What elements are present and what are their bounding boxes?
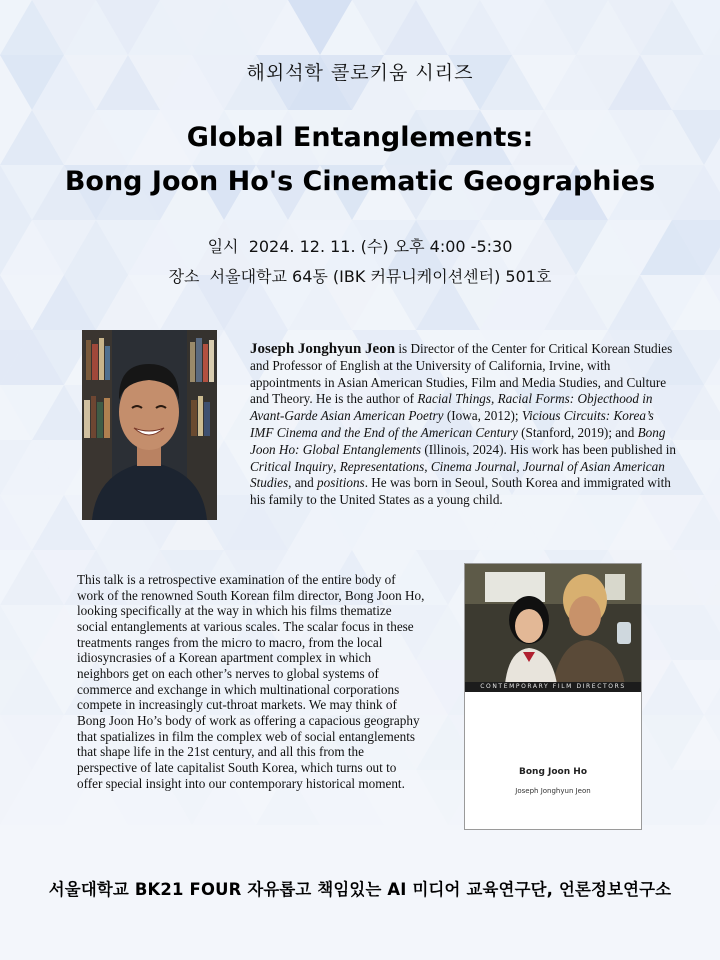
book-title: Bong Joon Ho	[519, 767, 587, 777]
bio-text-4: (Illinois, 2024). His work has been published in	[421, 441, 676, 457]
place-value: 서울대학교 64동 (IBK 커뮤니케이션센터) 501호	[209, 267, 552, 286]
talk-title	[0, 116, 720, 204]
bio-journal-3: Cinema Journal	[430, 458, 517, 474]
speaker-photo	[82, 330, 217, 520]
bio-journal-1: Critical Inquiry	[250, 458, 334, 474]
bio-text-1: is Director of the Center for Critical Korean Studies and Professor of English at the University of California, Irvine, with appointments in Asian American Studies, Film and Media Studies, and Culture and Theory. He is the author of	[250, 341, 673, 407]
bio-sep-2: ,	[424, 458, 431, 474]
book-author: Joseph Jonghyun Jeon	[515, 787, 591, 795]
book-series-band: CONTEMPORARY FILM DIRECTORS	[465, 682, 641, 692]
talk-abstract: This talk is a retrospective examination of the entire body of work of the renowned South Korean film director, Bong Joon Ho, looking specifically at the way in which his films thematize social entanglements at various scales. The scalar focus in these treatments ranges from the micro to macro, from the local idiosyncrasies of a Korean apartment complex in which neighbors get on each other’s nerves to global systems of commerce and exchange in which multinational corporations compete in increasingly cut-throat markets. We may think of Bong Joon Ho’s body of work as offering a capacious geography that spatializes in film the complex web of social entanglements that shape life in the 21st century, and all this from the perspective of late capitalist South Korea, which turns out to offer special insight into our contemporary historical moment.	[77, 572, 425, 791]
bio-text-2: (Iowa, 2012);	[443, 408, 522, 424]
talk-title-line-1: Global Entanglements:	[186, 122, 534, 153]
bio-sep-4: , and	[288, 475, 318, 491]
event-place	[0, 264, 720, 287]
bio-journal-5: positions	[317, 475, 365, 491]
organizers-footer: 서울대학교 BK21 FOUR 자유롭고 책임있는 AI 미디어 교육연구단, 언론정보연구소	[48, 880, 672, 899]
bio-book-3: Bong Joon Ho: Global Entanglements	[250, 424, 666, 457]
bio-text-5: . He was born in Seoul, South Korea and immigrated with his family to the United States as a young child.	[250, 475, 671, 508]
speaker-name: Joseph Jonghyun Jeon	[250, 341, 396, 357]
bio-sep-3: ,	[516, 458, 523, 474]
bio-journal-4: Journal of Asian American Studies	[250, 458, 665, 491]
speaker-portrait-icon	[82, 330, 217, 520]
talk-title-line-2: Bong Joon Ho's Cinematic Geographies	[64, 166, 656, 197]
colloquium-series-label: 해외석학 콜로키움 시리즈	[246, 62, 474, 84]
book-cover	[464, 563, 642, 830]
film-still-icon	[465, 564, 641, 684]
bio-journal-2: Representations	[339, 458, 425, 474]
bio-book-2: Vicious Circuits: Korea’s IMF Cinema and the End of the American Century	[250, 408, 654, 440]
bio-sep-1: ,	[333, 458, 340, 474]
date-value: 2024. 12. 11. (수) 오후 4:00 -5:30	[248, 237, 513, 256]
book-cover-photo	[465, 564, 641, 684]
speaker-bio	[250, 341, 680, 509]
bio-text-3: (Stanford, 2019); and	[517, 424, 638, 440]
date-label: 일시	[207, 237, 239, 256]
event-date	[0, 234, 720, 257]
place-label: 장소	[168, 267, 200, 286]
bio-book-1: Racial Things, Racial Forms: Objecthood in Avant-Garde Asian American Poetry	[250, 391, 653, 424]
